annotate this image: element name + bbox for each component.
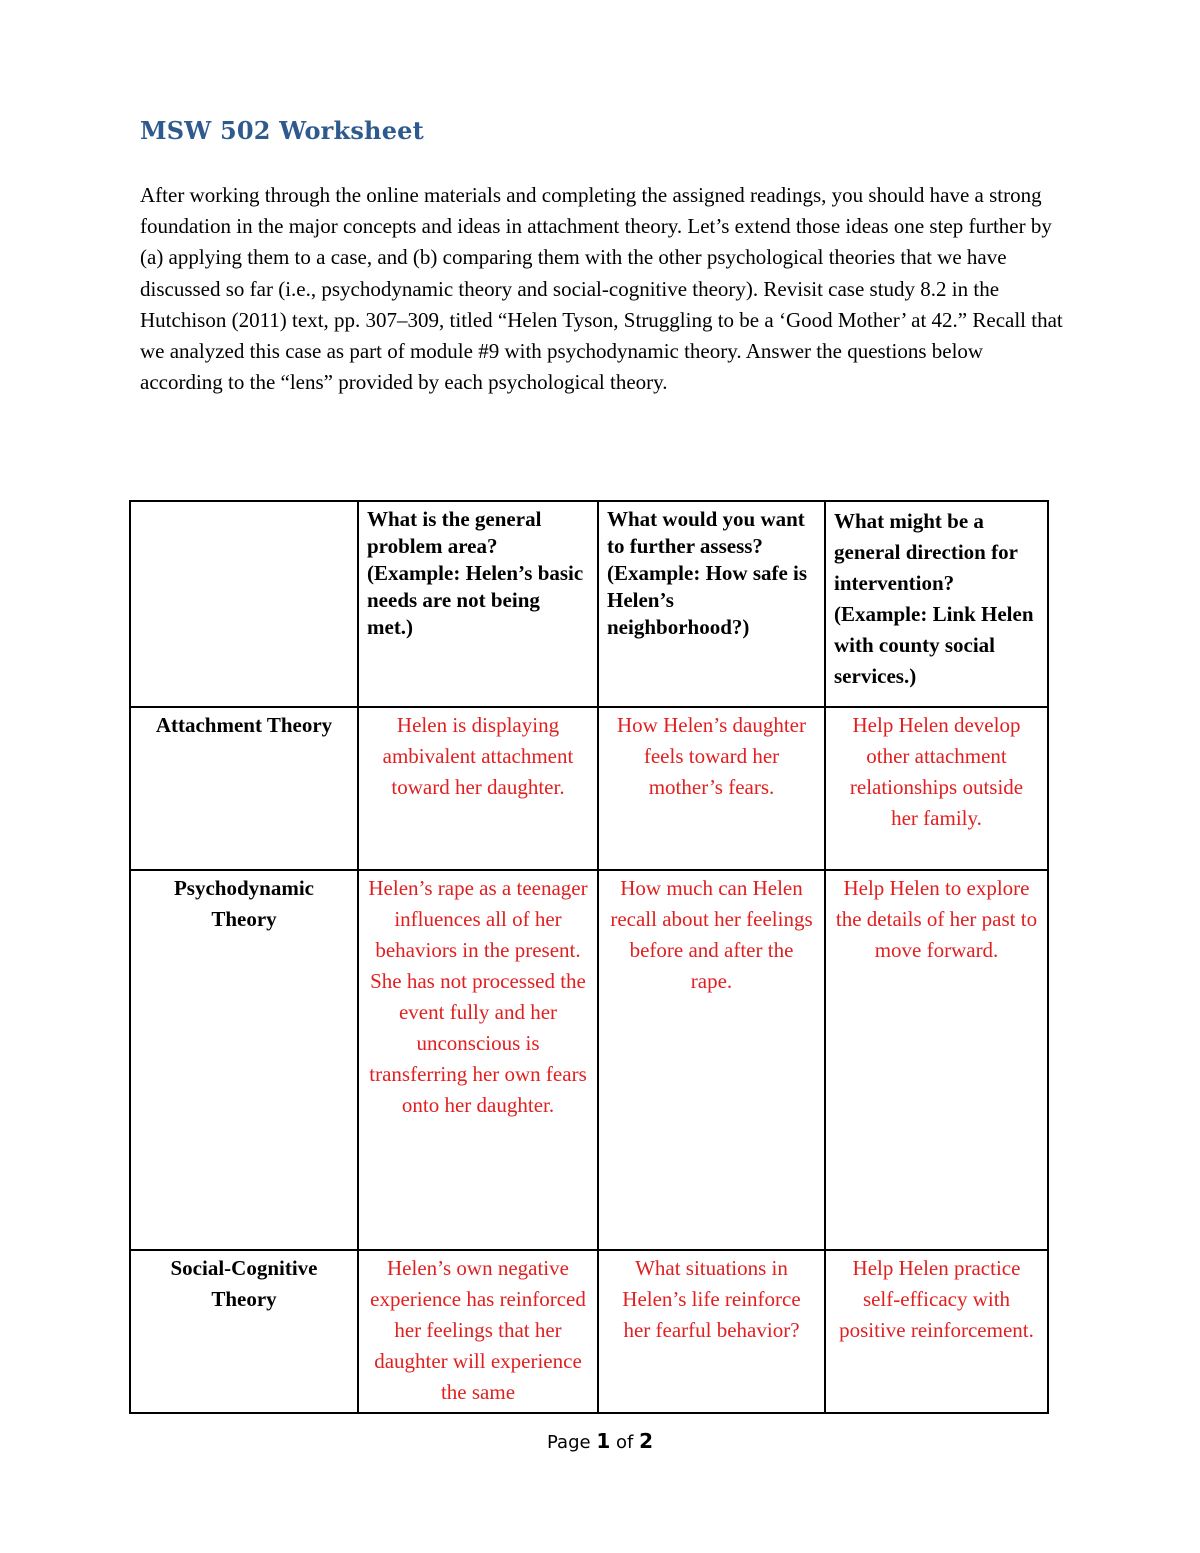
header-cell-empty — [130, 501, 358, 707]
table-row — [130, 1250, 1048, 1413]
page-title: MSW 502 Worksheet — [140, 116, 424, 145]
intro-paragraph: After working through the online materials and completing the assigned readings, you should have a strong foundation in the major concepts and ideas in attachment theory. Let’s extend those ideas one step further by (a) applying them to a case, and (b) comparing them with the other psychological theories that we have discussed so far (i.e., psychodynamic theory and social-cognitive theory). Revisit case study 8.2 in the Hutchison (2011) text, pp. 307–309, titled “Helen Tyson, Struggling to be a ‘Good Mother’ at 42.” Recall that we analyzed this case as part of module #9 with psychodynamic theory. Answer the questions below according to the “lens” provided by each psychological theory. — [140, 183, 1063, 395]
answer-cell: Helen is displaying ambivalent attachment toward her daughter. — [358, 707, 598, 870]
header-further-assess: What would you want to further assess? (Example: How safe is Helen’s neighborhood?) — [598, 501, 825, 707]
header-problem-area: What is the general problem area? (Example: Helen’s basic needs are not being met.) — [358, 501, 598, 707]
answer-cell: Helen’s own negative experience has reinforced her feelings that her daughter will experience the same — [358, 1250, 598, 1413]
table-row — [130, 707, 1048, 870]
answer-cell: Help Helen practice self-efficacy with positive reinforcement. — [825, 1250, 1048, 1413]
footer-of-word: of — [615, 1432, 634, 1453]
footer-page-word: Page — [547, 1432, 591, 1453]
footer-total-pages: 2 — [639, 1429, 653, 1453]
answer-cell: What situations in Helen’s life reinforce her fearful behavior? — [598, 1250, 825, 1413]
answer-cell: Help Helen to explore the details of her past to move forward. — [825, 870, 1048, 1250]
footer-current-page: 1 — [596, 1429, 611, 1453]
answer-cell: How much can Helen recall about her feelings before and after the rape. — [598, 870, 825, 1250]
theory-table — [129, 500, 1049, 1414]
header-intervention: What might be a general direction for intervention? (Example: Link Helen with county social services.) — [825, 501, 1048, 707]
row-label-psychodynamic: Psychodynamic Theory — [130, 870, 358, 1250]
table-row — [130, 870, 1048, 1250]
table-header-row — [130, 501, 1048, 707]
row-label-attachment: Attachment Theory — [130, 707, 358, 870]
row-label-social-cognitive: Social-Cognitive Theory — [130, 1250, 358, 1413]
answer-cell: How Helen’s daughter feels toward her mother’s fears. — [598, 707, 825, 870]
page-footer — [0, 1429, 1200, 1453]
answer-cell: Help Helen develop other attachment relationships outside her family. — [825, 707, 1048, 870]
answer-cell: Helen’s rape as a teenager influences all of her behaviors in the present. She has not processed the event fully and her unconscious is transferring her own fears onto her daughter. — [358, 870, 598, 1250]
